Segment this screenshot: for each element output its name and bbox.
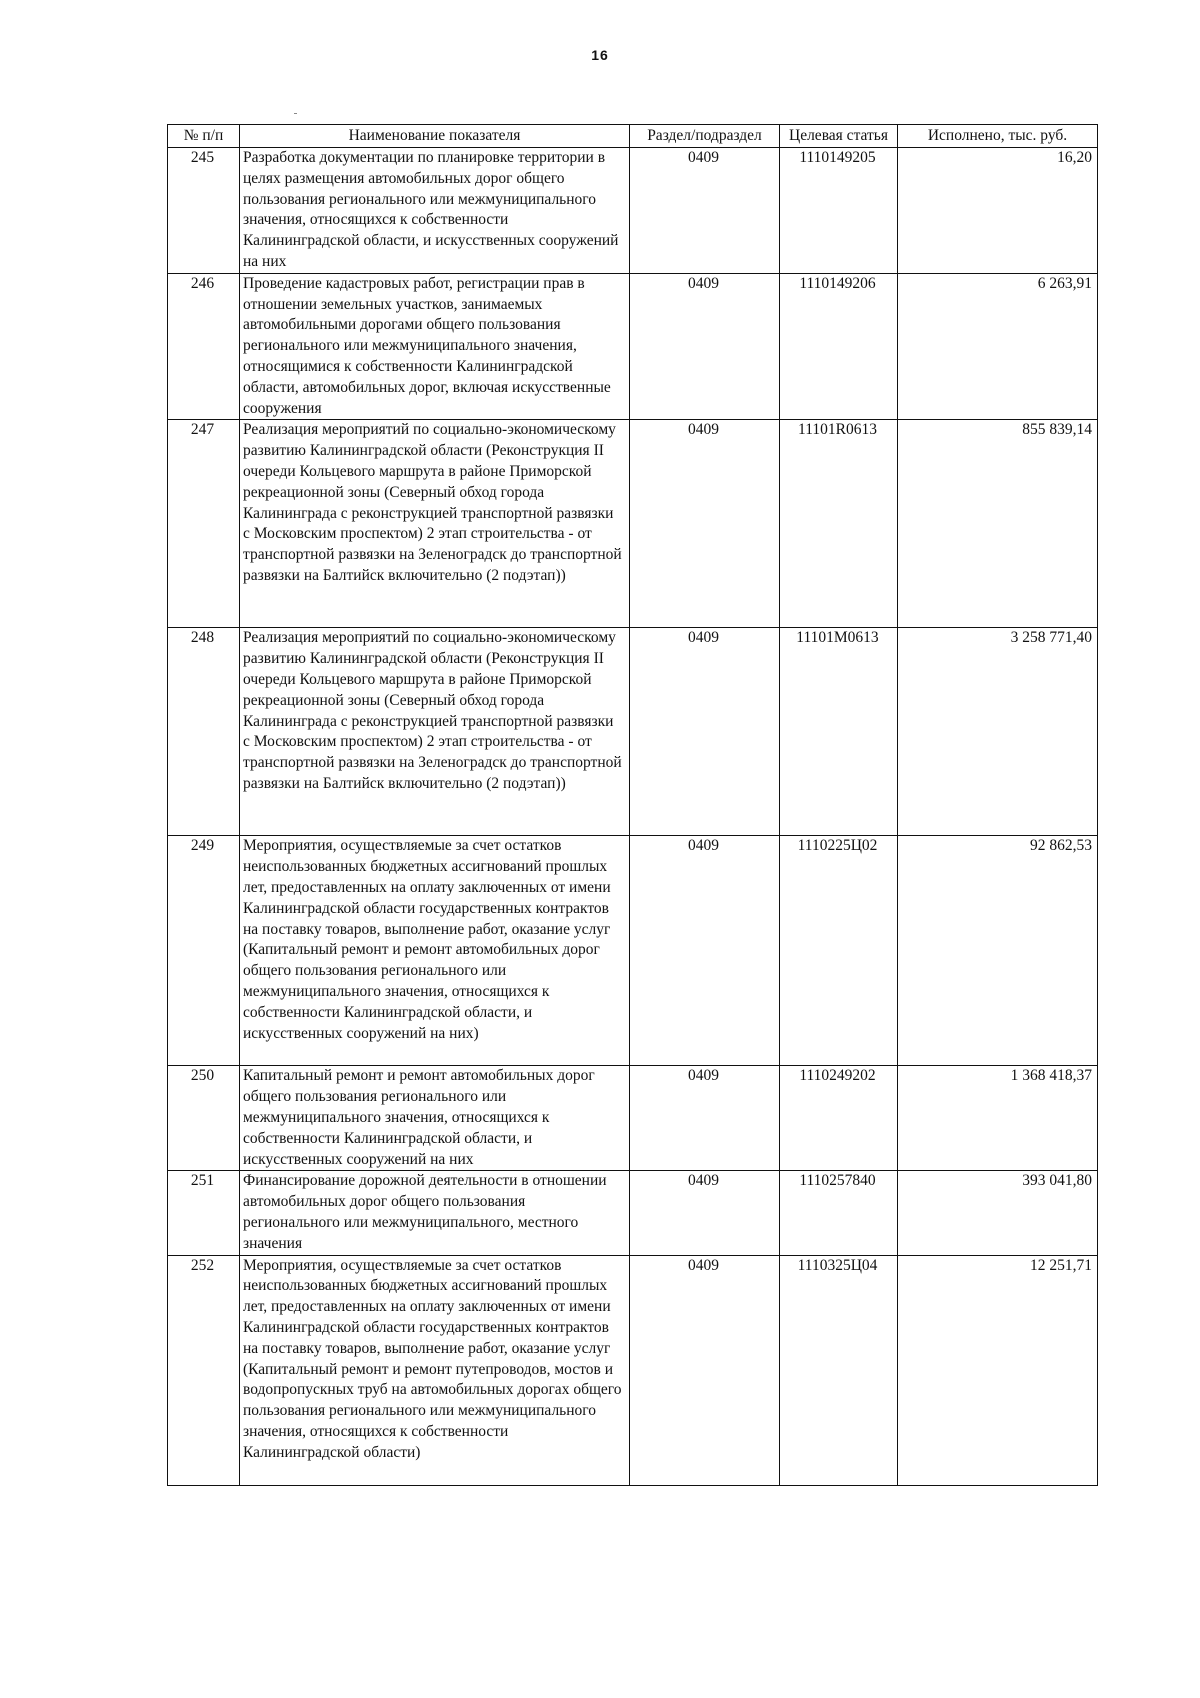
header-section: Раздел/подраздел <box>630 125 780 148</box>
row-name: Реализация мероприятий по социально-экономическому развитию Калининградской области (Реконструкция II очереди Кольцевого маршрута в районе Приморской рекреационной зоны (Северный обход города Калининграда с реконструкцией транспортной развязки с Московским проспектом) 2 этап строительства - от транспортной развязки на Зеленоградск до транспортной развязки на Балтийск включительно (2 подэтап)) <box>240 420 630 628</box>
row-executed: 1 368 418,37 <box>898 1066 1098 1171</box>
row-section: 0409 <box>630 148 780 274</box>
row-target: 1110225Ц02 <box>780 836 898 1066</box>
row-section: 0409 <box>630 836 780 1066</box>
row-section: 0409 <box>630 628 780 836</box>
row-target: 1110257840 <box>780 1171 898 1255</box>
header-num: № п/п <box>168 125 240 148</box>
row-executed: 3 258 771,40 <box>898 628 1098 836</box>
row-name: Финансирование дорожной деятельности в отношении автомобильных дорог общего пользования регионального или межмуниципального, местного значения <box>240 1171 630 1255</box>
row-section: 0409 <box>630 1171 780 1255</box>
row-num: 246 <box>168 273 240 420</box>
row-name: Мероприятия, осуществляемые за счет остатков неиспользованных бюджетных ассигнований прошлых лет, предоставленных на оплату заключенных от имени Калининградской области государственных контрактов на поставку товаров, выполнение работ, оказание услуг (Капитальный ремонт и ремонт путепроводов, мостов и водопропускных труб на автомобильных дорогах общего пользования регионального или межмуниципального значения, относящихся к собственности Калининградской области) <box>240 1255 630 1485</box>
row-target: 1110249202 <box>780 1066 898 1171</box>
row-target: 1110325Ц04 <box>780 1255 898 1485</box>
row-target: 11101R0613 <box>780 420 898 628</box>
table-row <box>168 836 1098 1066</box>
row-num: 248 <box>168 628 240 836</box>
table-row <box>168 1066 1098 1171</box>
row-section: 0409 <box>630 1066 780 1171</box>
row-num: 247 <box>168 420 240 628</box>
row-num: 249 <box>168 836 240 1066</box>
row-section: 0409 <box>630 420 780 628</box>
table-row <box>168 628 1098 836</box>
row-target: 11101M0613 <box>780 628 898 836</box>
row-num: 250 <box>168 1066 240 1171</box>
row-executed: 12 251,71 <box>898 1255 1098 1485</box>
header-name: Наименование показателя <box>240 125 630 148</box>
row-num: 245 <box>168 148 240 274</box>
row-section: 0409 <box>630 1255 780 1485</box>
table-row <box>168 273 1098 420</box>
row-num: 251 <box>168 1171 240 1255</box>
budget-execution-table <box>167 124 1098 1486</box>
row-executed: 6 263,91 <box>898 273 1098 420</box>
row-executed: 92 862,53 <box>898 836 1098 1066</box>
row-executed: 16,20 <box>898 148 1098 274</box>
row-name: Разработка документации по планировке территории в целях размещения автомобильных дорог общего пользования регионального или межмуниципального значения, относящихся к собственности Калининградской области, и искусственных сооружений на них <box>240 148 630 274</box>
row-name: Капитальный ремонт и ремонт автомобильных дорог общего пользования регионального или межмуниципального значения, относящихся к собственности Калининградской области, и искусственных сооружений на них <box>240 1066 630 1171</box>
row-section: 0409 <box>630 273 780 420</box>
row-executed: 393 041,80 <box>898 1171 1098 1255</box>
row-name: Мероприятия, осуществляемые за счет остатков неиспользованных бюджетных ассигнований прошлых лет, предоставленных на оплату заключенных от имени Калининградской области государственных контрактов на поставку товаров, выполнение работ, оказание услуг (Капитальный ремонт и ремонт автомобильных дорог общего пользования регионального или межмуниципального значения, относящихся к собственности Калининградской области, и искусственных сооружений на них) <box>240 836 630 1066</box>
table-header-row <box>168 125 1098 148</box>
table-row <box>168 1255 1098 1485</box>
header-executed: Исполнено, тыс. руб. <box>898 125 1098 148</box>
table-row <box>168 148 1098 274</box>
row-name: Реализация мероприятий по социально-экономическому развитию Калининградской области (Реконструкция II очереди Кольцевого маршрута в районе Приморской рекреационной зоны (Северный обход города Калининграда с реконструкцией транспортной развязки с Московским проспектом) 2 этап строительства - от транспортной развязки на Зеленоградск до транспортной развязки на Балтийск включительно (2 подэтап)) <box>240 628 630 836</box>
row-target: 1110149206 <box>780 273 898 420</box>
header-target: Целевая статья <box>780 125 898 148</box>
row-target: 1110149205 <box>780 148 898 274</box>
scan-speck <box>294 113 297 114</box>
row-name: Проведение кадастровых работ, регистрации прав в отношении земельных участков, занимаемых автомобильными дорогами общего пользования регионального или межмуниципального значения, относящимися к собственности Калининградской области, автомобильных дорог, включая искусственные сооружения <box>240 273 630 420</box>
table-row <box>168 1171 1098 1255</box>
row-num: 252 <box>168 1255 240 1485</box>
page-number: 16 <box>591 47 609 63</box>
row-executed: 855 839,14 <box>898 420 1098 628</box>
table-row <box>168 420 1098 628</box>
